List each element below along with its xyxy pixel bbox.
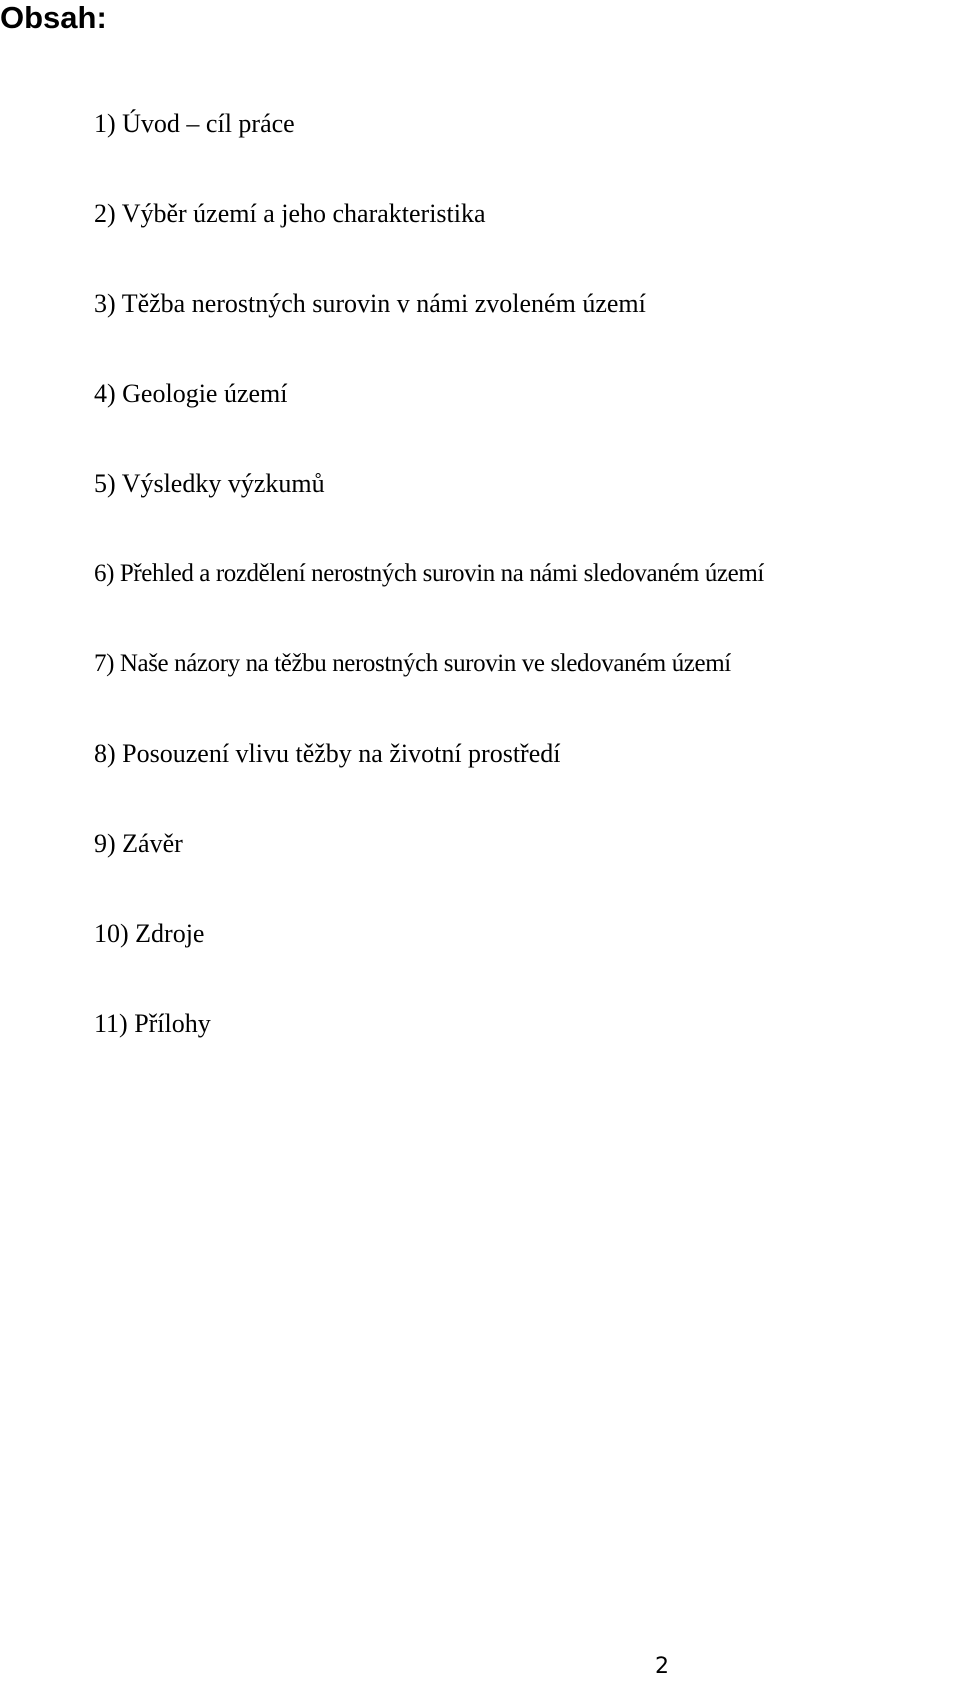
table-of-contents [94, 100, 764, 1090]
page-number: 2 [655, 1654, 669, 1679]
toc-item-posouzeni: 8) Posouzení vlivu těžby na životní prostředí [94, 739, 561, 768]
toc-item-nazory: 7) Naše názory na těžbu nerostných surovin ve sledovaném území [94, 650, 731, 677]
toc-item-prehled: 6) Přehled a rozdělení nerostných surovin na námi sledovaném území [94, 560, 764, 587]
toc-item-geologie: 4) Geologie území [94, 379, 288, 408]
toc-item-uvod: 1) Úvod – cíl práce [94, 109, 295, 138]
toc-item-zdroje: 10) Zdroje [94, 919, 205, 948]
toc-item-tezba: 3) Těžba nerostných surovin v námi zvoleném území [94, 289, 646, 318]
toc-item-vysledky: 5) Výsledky výzkumů [94, 469, 325, 498]
toc-item-prilohy: 11) Přílohy [94, 1009, 211, 1038]
toc-item-zaver: 9) Závěr [94, 829, 183, 858]
page-title: Obsah: [0, 0, 107, 35]
toc-item-vyber-uzemi: 2) Výběr území a jeho charakteristika [94, 199, 486, 228]
